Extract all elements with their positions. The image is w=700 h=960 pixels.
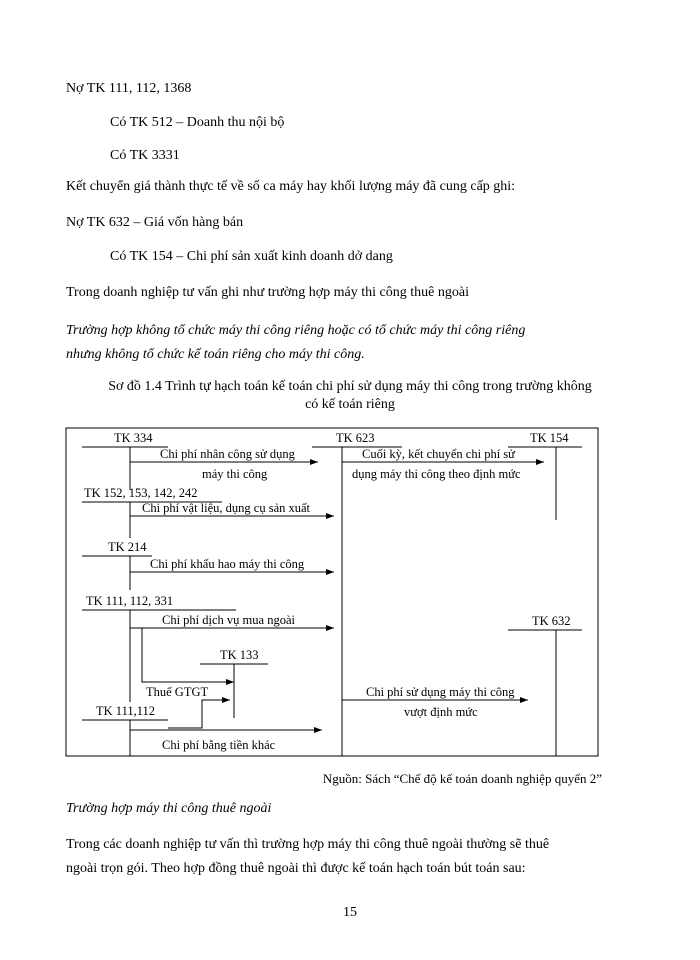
flow-label-closing: dụng máy thi công theo định mức [352, 467, 521, 481]
flow-label-excess: vượt định mức [404, 705, 478, 719]
flow-label-service: Chi phí dịch vụ mua ngoài [162, 613, 295, 627]
account-tk152: TK 152, 153, 142, 242 [84, 486, 198, 500]
flow-label-material: Chi phí vật liệu, dụng cụ sản xuất [142, 501, 311, 515]
journal-line-debit: Nợ TK 632 – Giá vốn hàng bán [66, 215, 244, 230]
diagram-source: Nguồn: Sách “Chế độ kế toán doanh nghiệp quyển 2” [322, 771, 602, 786]
page-number: 15 [343, 905, 357, 920]
account-tk111a: TK 111, 112, 331 [86, 594, 174, 608]
flow-label-other: Chi phí bằng tiền khác [162, 738, 276, 752]
journal-line-credit: Có TK 3331 [110, 148, 180, 163]
diagram-caption: có kế toán riêng [305, 397, 395, 412]
paragraph-line: ngoài trọn gói. Theo hợp đồng thuê ngoài thì được kế toán hạch toán bút toán sau: [66, 861, 526, 876]
flow-label-depreciation: Chi phí khấu hao máy thi công [150, 557, 305, 571]
paragraph-line: Trong doanh nghiệp tư vấn ghi như trường hợp máy thi công thuê ngoài [66, 285, 469, 300]
account-tk154: TK 154 [530, 431, 569, 445]
journal-line-debit: Nợ TK 111, 112, 1368 [66, 81, 192, 96]
diagram-caption: Sơ đồ 1.4 Trình tự hạch toán kế toán chi phí sử dụng máy thi công trong trường không [108, 379, 592, 394]
flow-label-labor: Chi phí nhân công sử dụng [160, 447, 295, 461]
account-tk111b: TK 111,112 [96, 704, 156, 718]
account-tk334: TK 334 [114, 431, 153, 445]
flow-label-labor: máy thi công [202, 467, 268, 481]
journal-line-credit: Có TK 512 – Doanh thu nội bộ [110, 115, 285, 130]
section-heading: Trường hợp máy thi công thuê ngoài [66, 801, 272, 816]
flow-label-excess: Chi phí sử dụng máy thi công [366, 685, 515, 699]
case-heading: nhưng không tổ chức kế toán riêng cho máy thi công. [66, 347, 365, 362]
paragraph-line: Trong các doanh nghiệp tư vấn thì trường hợp máy thi công thuê ngoài thường sẽ thuê [66, 837, 550, 852]
journal-line-credit: Có TK 154 – Chi phí sản xuất kinh doanh dở dang [110, 249, 393, 264]
account-tk133: TK 133 [220, 648, 259, 662]
flow-label-closing: Cuối kỳ, kết chuyển chi phí sử [362, 447, 515, 461]
flow-label-vat: Thuế GTGT [146, 685, 209, 699]
paragraph-line: Kết chuyển giá thành thực tế về số ca máy hay khối lượng máy đã cung cấp ghi: [66, 179, 516, 194]
arrow-vat-111 [168, 700, 230, 728]
account-tk214: TK 214 [108, 540, 147, 554]
account-tk632: TK 632 [532, 614, 571, 628]
case-heading: Trường hợp không tổ chức máy thi công riêng hoặc có tổ chức máy thi công riêng [66, 323, 526, 338]
account-tk623: TK 623 [336, 431, 375, 445]
